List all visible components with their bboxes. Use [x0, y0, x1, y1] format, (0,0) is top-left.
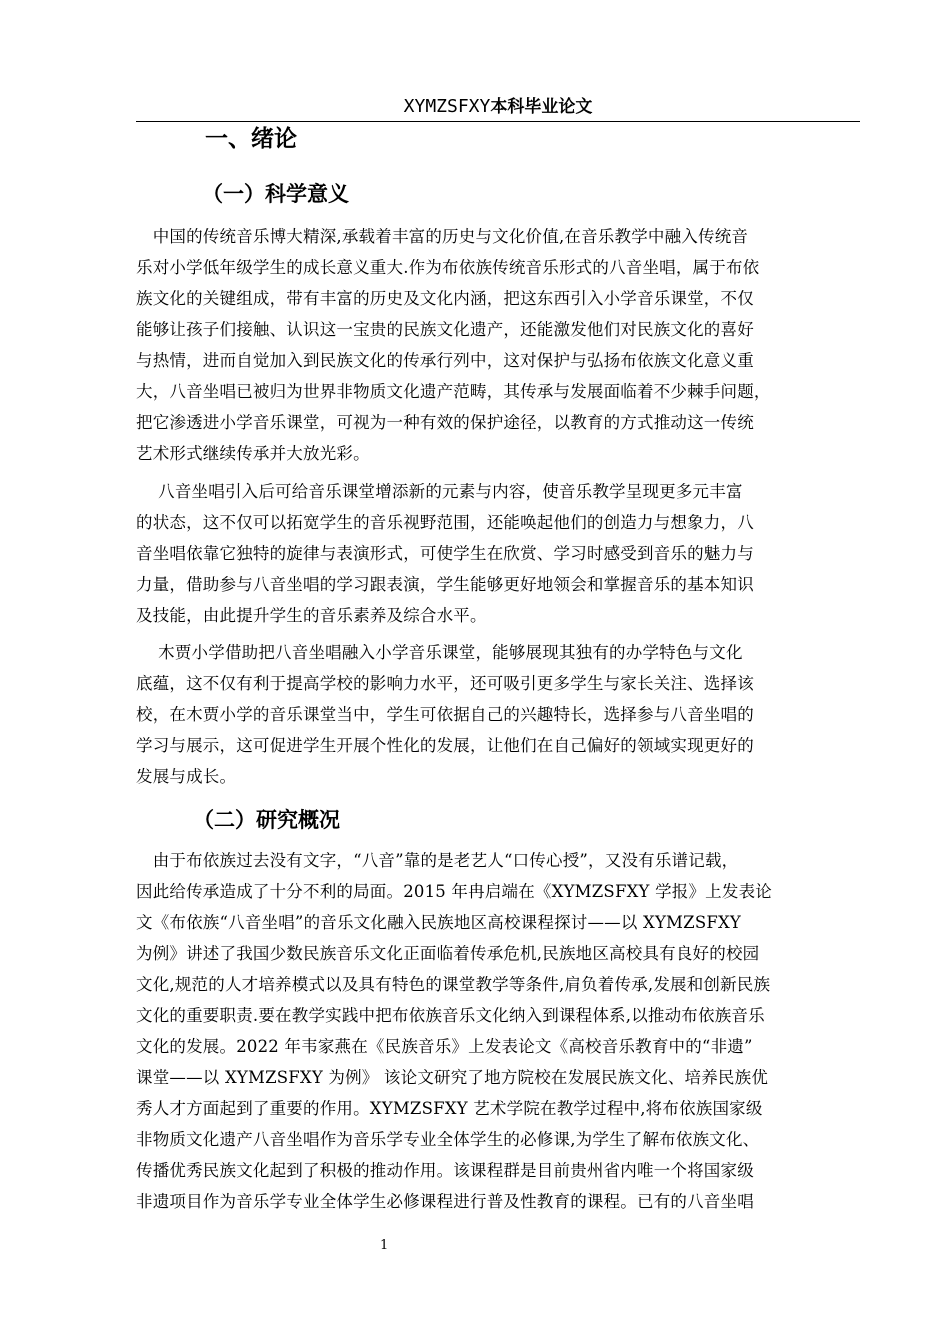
paragraph-line: 音坐唱依靠它独特的旋律与表演形式，可使学生在欣赏、学习时感受到音乐的魅力与: [136, 544, 754, 563]
paragraph-line: 文化的重要职责.要在教学实践中把布依族音乐文化纳入到课程体系,以推动布依族音乐: [136, 1006, 765, 1025]
paragraph-line: 发展与成长。: [136, 767, 237, 786]
paragraph-3: [136, 637, 856, 792]
paragraph-line: 族文化的关键组成，带有丰富的历史及文化内涵，把这东西引入小学音乐课堂，不仅: [136, 289, 754, 308]
paragraph-line: 中国的传统音乐博大精深,承载着丰富的历史与文化价值,在音乐教学中融入传统音: [136, 227, 749, 246]
section-heading-1: （一）科学意义: [202, 182, 349, 206]
paragraph-line: 力量，借助参与八音坐唱的学习跟表演，学生能够更好地领会和掌握音乐的基本知识: [136, 575, 754, 594]
paragraph-line: 为例》讲述了我国少数民族音乐文化正面临着传承危机,民族地区高校具有良好的校园: [136, 944, 760, 963]
paragraph-4: [136, 845, 856, 1217]
paragraph-2: [136, 476, 856, 631]
paragraph-line: 及技能，由此提升学生的音乐素养及综合水平。: [136, 606, 487, 625]
paragraph-line: 文化,规范的人才培养模式以及具有特色的课堂教学等条件,肩负着传承,发展和创新民族: [136, 975, 771, 994]
paragraph-line: 木贾小学借助把八音坐唱融入小学音乐课堂，能够展现其独有的办学特色与文化: [136, 643, 743, 662]
paragraph-line: 底蕴，这不仅有利于提高学校的影响力水平，还可吸引更多学生与家长关注、选择该: [136, 674, 754, 693]
paragraph-line: 与热情，进而自觉加入到民族文化的传承行列中，这对保护与弘扬布依族文化意义重: [136, 351, 754, 370]
paragraph-line: 学习与展示，这可促进学生开展个性化的发展，让他们在自己偏好的领域实现更好的: [136, 736, 754, 755]
paragraph-line: 文《布依族“八音坐唱”的音乐文化融入民族地区高校课程探讨——以 XYMZSFXY: [136, 913, 742, 932]
header-title: 本科毕业论文: [490, 97, 593, 117]
header-latin: XYMZSFXY: [403, 96, 491, 117]
paragraph-line: 传播优秀民族文化起到了积极的推动作用。该课程群是目前贵州省内唯一个将国家级: [136, 1161, 754, 1180]
paragraph-line: 课堂——以 XYMZSFXY 为例》 该论文研究了地方院校在发展民族文化、培养民族优: [136, 1068, 769, 1087]
paragraph-1: [136, 221, 856, 469]
paragraph-line: 把它渗透进小学音乐课堂，可视为一种有效的保护途径，以教育的方式推动这一传统: [136, 413, 754, 432]
paragraph-line: 非物质文化遗产八音坐唱作为音乐学专业全体学生的必修课,为学生了解布依族文化、: [136, 1130, 760, 1149]
section-heading-2: （二）研究概况: [193, 808, 340, 832]
page-header: [136, 94, 860, 122]
paragraph-line: 校，在木贾小学的音乐课堂当中，学生可依据自己的兴趣特长，选择参与八音坐唱的: [136, 705, 754, 724]
paragraph-line: 秀人才方面起到了重要的作用。XYMZSFXY 艺术学院在教学过程中,将布依族国家级: [136, 1099, 763, 1118]
paragraph-line: 因此给传承造成了十分不利的局面。2015 年冉启端在《XYMZSFXY 学报》上发表论: [136, 882, 772, 901]
paragraph-line: 八音坐唱引入后可给音乐课堂增添新的元素与内容，使音乐教学呈现更多元丰富: [136, 482, 743, 501]
paragraph-line: 由于布依族过去没有文字，“八音”靠的是老艺人“口传心授”，又没有乐谱记载，: [136, 851, 739, 870]
page-number: 1: [380, 1238, 389, 1253]
paragraph-line: 艺术形式继续传承并大放光彩。: [136, 444, 370, 463]
chapter-heading: 一、绪论: [205, 126, 297, 152]
paragraph-line: 文化的发展。2022 年韦家燕在《民族音乐》上发表论文《高校音乐教育中的“非遗”: [136, 1037, 753, 1056]
paragraph-line: 大，八音坐唱已被归为世界非物质文化遗产范畴，其传承与发展面临着不少棘手问题，: [136, 382, 771, 401]
paragraph-line: 的状态，这不仅可以拓宽学生的音乐视野范围，还能唤起他们的创造力与想象力，八: [136, 513, 754, 532]
paragraph-line: 乐对小学低年级学生的成长意义重大.作为布依族传统音乐形式的八音坐唱，属于布依: [136, 258, 760, 277]
paragraph-line: 非遗项目作为音乐学专业全体学生必修课程进行普及性教育的课程。已有的八音坐唱: [136, 1192, 754, 1211]
paragraph-line: 能够让孩子们接触、认识这一宝贵的民族文化遗产，还能激发他们对民族文化的喜好: [136, 320, 754, 339]
